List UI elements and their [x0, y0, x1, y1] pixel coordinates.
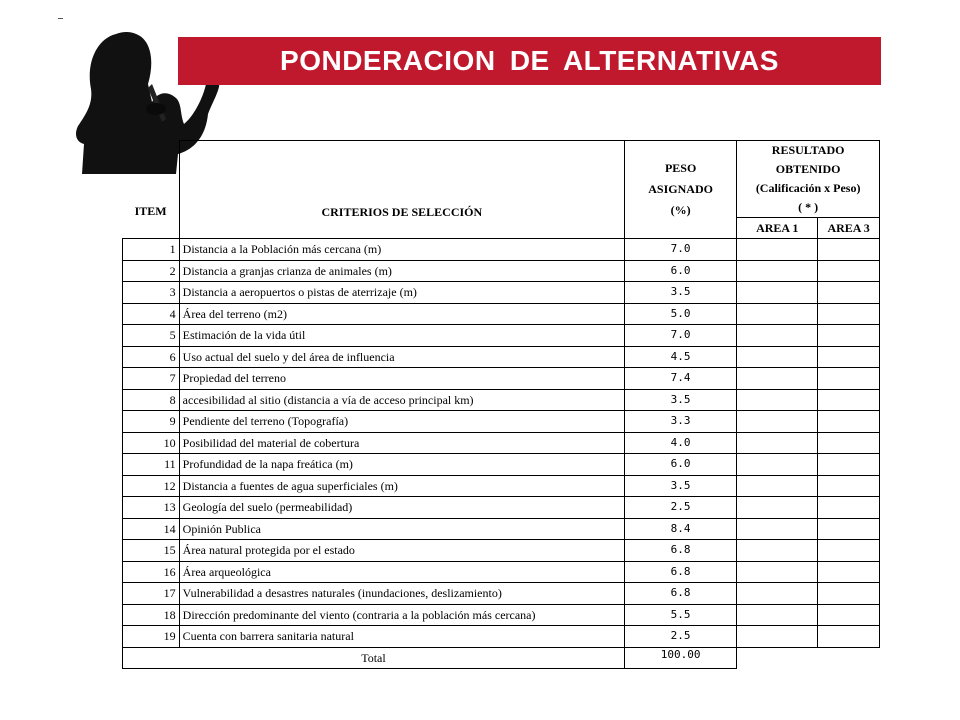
row-area-3: [818, 475, 880, 497]
row-area-1: [737, 561, 818, 583]
row-weight: 3.5: [624, 475, 736, 497]
row-weight: 3.5: [624, 389, 736, 411]
header-criteria: CRITERIOS DE SELECCIÓN: [179, 141, 624, 239]
row-area-3: [818, 389, 880, 411]
row-weight: 3.3: [624, 411, 736, 433]
row-weight: 6.8: [624, 583, 736, 605]
header-result: [737, 141, 880, 218]
table-row: [123, 282, 880, 304]
row-area-3: [818, 518, 880, 540]
row-area-3: [818, 303, 880, 325]
table-row: [123, 454, 880, 476]
row-criteria: Uso actual del suelo y del área de influencia: [179, 346, 624, 368]
row-area-3: [818, 239, 880, 261]
row-item-number: 18: [123, 604, 180, 626]
row-criteria: Distancia a fuentes de agua superficiales (m): [179, 475, 624, 497]
row-area-3: [818, 260, 880, 282]
row-area-3: [818, 454, 880, 476]
row-area-1: [737, 260, 818, 282]
table-row: [123, 497, 880, 519]
row-area-1: [737, 282, 818, 304]
total-row: [123, 647, 880, 669]
row-item-number: 4: [123, 303, 180, 325]
row-item-number: 3: [123, 282, 180, 304]
title-banner: [178, 37, 881, 85]
row-item-number: 14: [123, 518, 180, 540]
row-area-3: [818, 540, 880, 562]
row-item-number: 5: [123, 325, 180, 347]
row-area-1: [737, 540, 818, 562]
table-row: [123, 303, 880, 325]
row-weight: 2.5: [624, 497, 736, 519]
row-area-1: [737, 518, 818, 540]
row-area-1: [737, 346, 818, 368]
total-label: Total: [123, 647, 625, 669]
header-weight-line: PESO: [664, 161, 697, 175]
row-item-number: 1: [123, 239, 180, 261]
row-area-1: [737, 454, 818, 476]
row-area-3: [818, 368, 880, 390]
row-criteria: Posibilidad del material de cobertura: [179, 432, 624, 454]
row-item-number: 7: [123, 368, 180, 390]
table-row: [123, 583, 880, 605]
row-area-3: [818, 497, 880, 519]
row-weight: 5.5: [624, 604, 736, 626]
row-criteria: Distancia a aeropuertos o pistas de aterrizaje (m): [179, 282, 624, 304]
row-criteria: Área arqueológica: [179, 561, 624, 583]
table-row: [123, 239, 880, 261]
row-criteria: Vulnerabilidad a desastres naturales (inundaciones, deslizamiento): [179, 583, 624, 605]
row-weight: 4.5: [624, 346, 736, 368]
row-criteria: Área natural protegida por el estado: [179, 540, 624, 562]
row-weight: 5.0: [624, 303, 736, 325]
row-item-number: 9: [123, 411, 180, 433]
row-criteria: Geología del suelo (permeabilidad): [179, 497, 624, 519]
row-weight: 6.0: [624, 260, 736, 282]
row-criteria: Propiedad del terreno: [179, 368, 624, 390]
row-area-1: [737, 303, 818, 325]
row-criteria: Distancia a granjas crianza de animales (m): [179, 260, 624, 282]
row-area-1: [737, 325, 818, 347]
total-empty: [737, 647, 818, 669]
table-row: [123, 540, 880, 562]
table-row: [123, 389, 880, 411]
row-area-1: [737, 626, 818, 648]
header-row: [123, 141, 880, 218]
row-item-number: 11: [123, 454, 180, 476]
row-criteria: Distancia a la Población más cercana (m): [179, 239, 624, 261]
row-area-3: [818, 411, 880, 433]
row-criteria: Cuenta con barrera sanitaria natural: [179, 626, 624, 648]
row-item-number: 12: [123, 475, 180, 497]
row-area-3: [818, 282, 880, 304]
row-area-3: [818, 325, 880, 347]
row-criteria: Área del terreno (m2): [179, 303, 624, 325]
row-area-3: [818, 626, 880, 648]
table-row: [123, 432, 880, 454]
row-item-number: 16: [123, 561, 180, 583]
row-weight: 7.0: [624, 325, 736, 347]
total-value: 100.00: [624, 647, 736, 669]
total-empty: [818, 647, 880, 669]
row-item-number: 19: [123, 626, 180, 648]
row-weight: 6.8: [624, 540, 736, 562]
row-area-1: [737, 239, 818, 261]
row-item-number: 8: [123, 389, 180, 411]
row-area-3: [818, 561, 880, 583]
table-row: [123, 411, 880, 433]
table-row: [123, 368, 880, 390]
row-item-number: 2: [123, 260, 180, 282]
header-item: ITEM: [123, 141, 180, 239]
header-result-line: ( * ): [798, 200, 819, 214]
header-area-3: AREA 3: [818, 218, 880, 239]
row-weight: 2.5: [624, 626, 736, 648]
row-criteria: Opinión Publica: [179, 518, 624, 540]
header-result-line: OBTENIDO: [775, 162, 841, 176]
row-weight: 7.0: [624, 239, 736, 261]
row-area-1: [737, 411, 818, 433]
row-area-1: [737, 432, 818, 454]
row-area-3: [818, 604, 880, 626]
row-area-3: [818, 583, 880, 605]
table-row: [123, 325, 880, 347]
table-row: [123, 346, 880, 368]
header-result-line: (Calificación x Peso): [755, 181, 861, 195]
row-item-number: 15: [123, 540, 180, 562]
row-weight: 8.4: [624, 518, 736, 540]
row-item-number: 17: [123, 583, 180, 605]
weighting-table: [122, 140, 880, 669]
header-result-line: RESULTADO: [771, 143, 845, 157]
row-weight: 6.0: [624, 454, 736, 476]
row-criteria: Dirección predominante del viento (contraria a la población más cercana): [179, 604, 624, 626]
table-row: [123, 604, 880, 626]
header-weight-line: ASIGNADO: [648, 182, 713, 196]
row-criteria: Pendiente del terreno (Topografía): [179, 411, 624, 433]
table-row: [123, 260, 880, 282]
row-area-1: [737, 368, 818, 390]
row-criteria: Profundidad de la napa freática (m): [179, 454, 624, 476]
row-item-number: 6: [123, 346, 180, 368]
row-weight: 4.0: [624, 432, 736, 454]
row-weight: 6.8: [624, 561, 736, 583]
row-criteria: accesibilidad al sitio (distancia a vía de acceso principal km): [179, 389, 624, 411]
table-row: [123, 626, 880, 648]
page-title: PONDERACION DE ALTERNATIVAS: [280, 45, 779, 76]
table-row: [123, 561, 880, 583]
header-weight-line: (%): [670, 203, 691, 217]
row-area-1: [737, 389, 818, 411]
row-area-3: [818, 432, 880, 454]
row-area-3: [818, 346, 880, 368]
row-weight: 3.5: [624, 282, 736, 304]
row-weight: 7.4: [624, 368, 736, 390]
row-area-1: [737, 475, 818, 497]
header-area-1: AREA 1: [737, 218, 818, 239]
row-area-1: [737, 604, 818, 626]
row-area-1: [737, 583, 818, 605]
header-weight: [624, 141, 736, 239]
row-area-1: [737, 497, 818, 519]
row-item-number: 13: [123, 497, 180, 519]
table-row: [123, 475, 880, 497]
table-row: [123, 518, 880, 540]
row-item-number: 10: [123, 432, 180, 454]
row-criteria: Estimación de la vida útil: [179, 325, 624, 347]
